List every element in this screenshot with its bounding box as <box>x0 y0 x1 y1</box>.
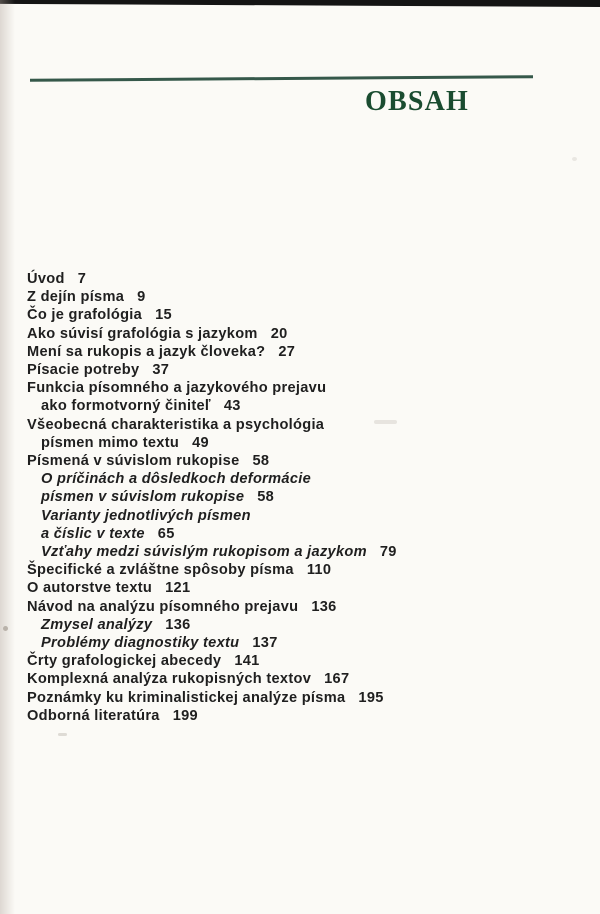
toc-entry-title: Čo je grafológia <box>27 307 143 324</box>
toc-entry <box>27 270 582 288</box>
toc-entry-page: 110 <box>306 562 332 579</box>
header-rule <box>30 75 533 81</box>
toc-entry-title: Písacie potreby <box>27 362 140 379</box>
toc-entry-title: Komplexná analýza rukopisných textov <box>27 671 312 688</box>
toc-entry <box>27 652 582 670</box>
toc-entry <box>27 525 582 543</box>
toc-entry-title: O príčinách a dôsledkoch deformácie <box>41 471 312 488</box>
toc-entry <box>27 689 582 707</box>
toc-entry-title: Vzťahy medzi súvislým rukopisom a jazykom <box>41 544 367 561</box>
toc-entry-title: Varianty jednotlivých písmen <box>41 507 251 524</box>
toc-entry-title: Návod na analýzu písomného prejavu <box>27 598 299 615</box>
toc-entry-title: Zmysel analýzy <box>41 616 153 633</box>
toc-entry-page: 58 <box>252 453 270 470</box>
toc-entry-title: písmen mimo textu <box>41 434 180 451</box>
page-title: OBSAH <box>365 86 470 117</box>
toc-entry-page: 195 <box>358 689 384 706</box>
toc-entry <box>27 306 582 324</box>
toc-entry-page: 141 <box>234 653 260 670</box>
toc-entry-page: 136 <box>311 598 337 615</box>
toc-entry <box>27 325 582 343</box>
toc-entry <box>27 343 582 361</box>
toc-entry-title: Funkcia písomného a jazykového prejavu <box>27 380 327 397</box>
toc-entry <box>27 634 582 652</box>
toc-entry <box>27 416 582 434</box>
toc-entry-page: 15 <box>155 307 172 324</box>
toc-entry-title: O autorstve textu <box>27 580 153 597</box>
toc-entry <box>27 397 582 415</box>
toc-entry-title: Z dejín písma <box>27 289 125 306</box>
toc-entry-page: 167 <box>324 671 350 688</box>
toc-entry-title: písmen v súvislom rukopise <box>41 489 245 506</box>
toc-entry-page: 65 <box>157 525 175 542</box>
scan-artifact <box>572 157 577 161</box>
toc-entry <box>27 598 582 616</box>
toc-entry <box>27 434 582 452</box>
toc-entry-title: Písmená v súvislom rukopise <box>27 453 240 470</box>
toc-entry-page: 27 <box>278 343 296 360</box>
toc-entry-title: Poznámky ku kriminalistickej analýze písma <box>27 689 346 706</box>
scan-shadow-left <box>0 0 15 914</box>
scan-edge-top <box>0 0 600 7</box>
toc-entry-title: Špecifické a zvláštne spôsoby písma <box>27 562 294 579</box>
toc-entry <box>27 707 582 725</box>
toc-entry <box>27 579 582 597</box>
table-of-contents <box>27 270 582 725</box>
toc-entry <box>27 670 582 688</box>
toc-entry-page: 79 <box>379 544 397 561</box>
toc-entry-title: ako formotvorný činiteľ <box>41 398 211 415</box>
toc-entry-page: 136 <box>165 616 191 633</box>
toc-entry <box>27 452 582 470</box>
toc-entry-page: 199 <box>172 707 198 724</box>
toc-entry-page: 137 <box>252 635 278 652</box>
toc-entry-title: a číslic v texte <box>41 525 145 542</box>
toc-entry <box>27 616 582 634</box>
toc-entry-page: 121 <box>165 580 191 597</box>
toc-entry <box>27 288 582 306</box>
toc-entry <box>27 543 582 561</box>
toc-entry-page: 9 <box>137 289 146 306</box>
toc-entry-page: 49 <box>192 434 209 451</box>
toc-entry <box>27 470 582 488</box>
toc-entry-page: 37 <box>152 362 170 379</box>
toc-entry-title: Ako súvisí grafológia s jazykom <box>27 325 258 342</box>
scan-artifact <box>58 733 67 736</box>
toc-entry-page: 43 <box>223 398 241 415</box>
toc-entry <box>27 361 582 379</box>
toc-entry-title: Úvod <box>27 271 65 287</box>
toc-entry <box>27 507 582 525</box>
toc-entry-title: Všeobecná charakteristika a psychológia <box>27 416 325 433</box>
toc-entry-page: 7 <box>77 271 87 287</box>
toc-entry <box>27 561 582 579</box>
toc-entry-title: Problémy diagnostiky textu <box>41 635 240 652</box>
toc-entry-title: Odborná literatúra <box>27 707 160 724</box>
toc-entry <box>27 379 582 397</box>
toc-entry-page: 20 <box>270 325 288 342</box>
toc-entry-page: 58 <box>257 489 275 506</box>
toc-entry <box>27 488 582 506</box>
toc-entry-title: Mení sa rukopis a jazyk človeka? <box>27 343 266 360</box>
toc-entry-title: Črty grafologickej abecedy <box>27 653 222 670</box>
